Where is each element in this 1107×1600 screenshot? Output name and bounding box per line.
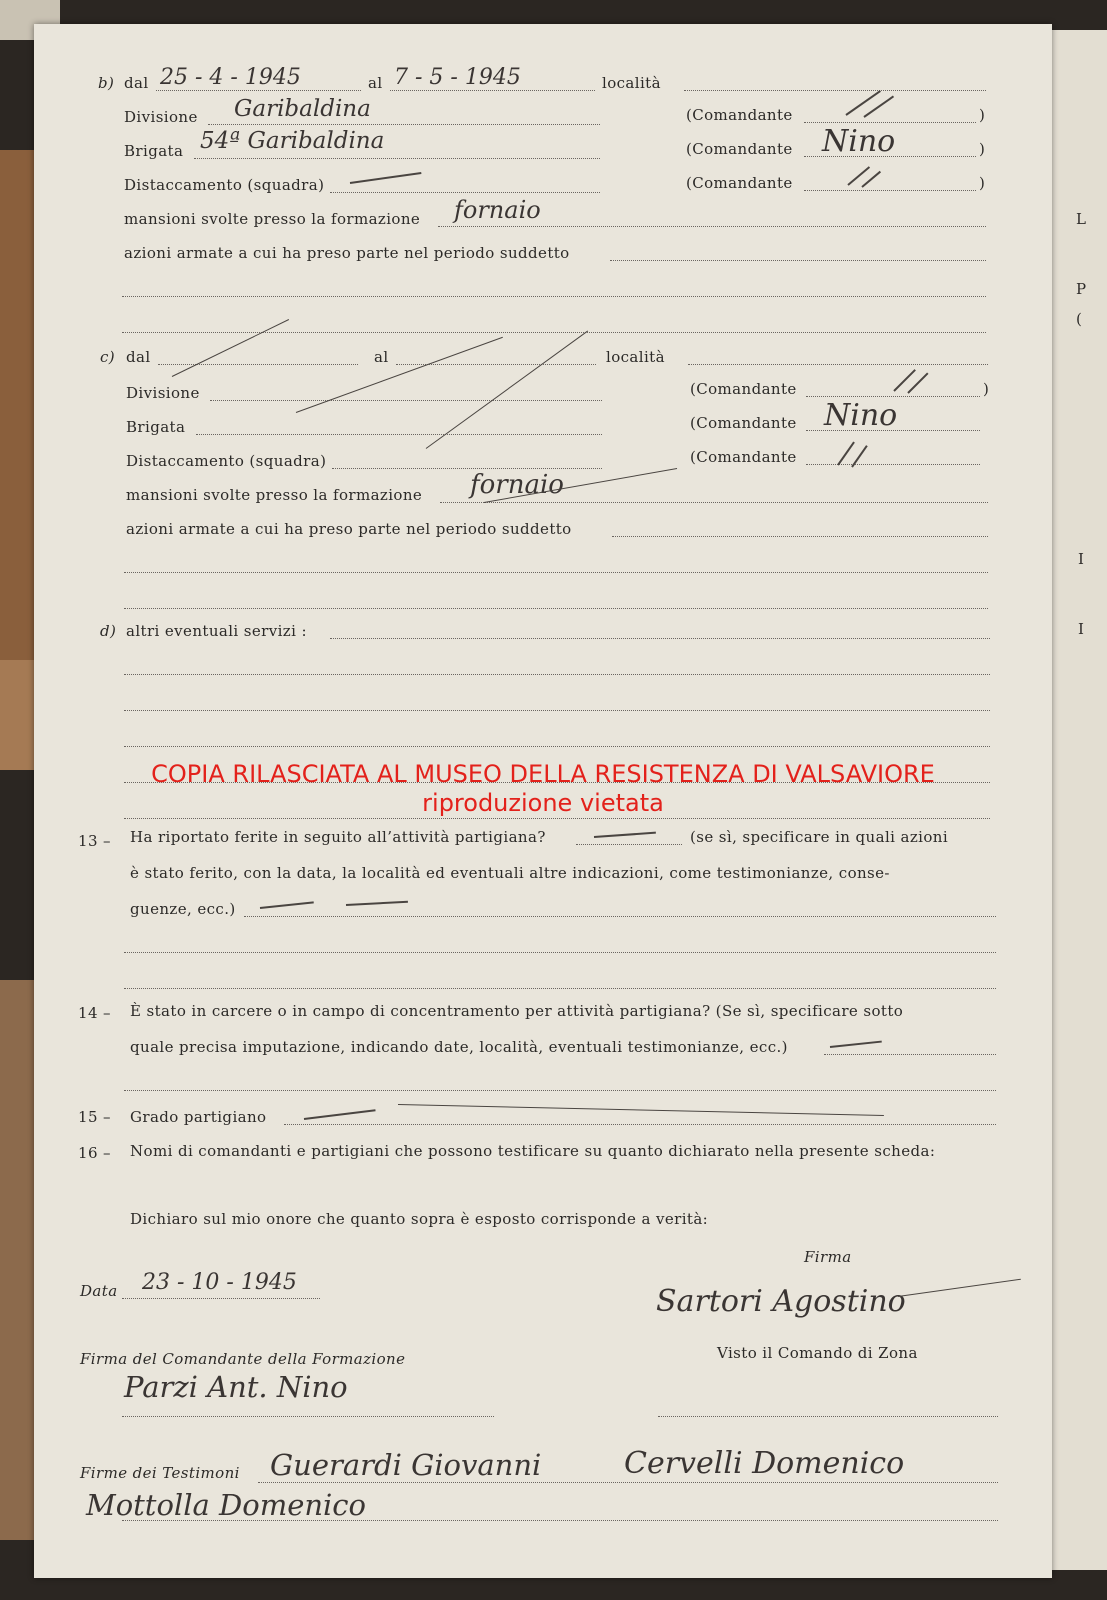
al-value: 7 - 5 - 1945 (394, 65, 521, 90)
question-number: 13 – (78, 832, 111, 850)
section-letter: d) (100, 622, 117, 640)
localita-label: località (602, 74, 661, 92)
mansioni-value: fornaio (454, 196, 541, 224)
binder-tab (0, 660, 34, 770)
al-label: al (374, 348, 389, 366)
mansioni-label: mansioni svolte presso la formazione (126, 486, 423, 504)
altri-servizi-label: altri eventuali servizi : (126, 622, 307, 640)
dash-mark (350, 172, 422, 184)
brigata-value: 54ª Garibaldina (200, 128, 385, 154)
dal-value: 25 - 4 - 1945 (160, 65, 301, 90)
dash-mark (346, 901, 408, 906)
grado-label: Grado partigiano (130, 1108, 267, 1126)
comandante-brigata-value: Nino (822, 124, 896, 159)
dash-mark (837, 441, 855, 465)
al-label: al (368, 74, 383, 92)
brigata-label: Brigata (124, 142, 184, 160)
question-text: quale precisa imputazione, indicando date, località, eventuali testimonianze, ecc.) (130, 1038, 788, 1056)
cancellation-stroke (172, 319, 289, 377)
comandante-label: (Comandante (690, 448, 797, 466)
dash-mark (260, 901, 314, 909)
question-text: Nomi di comandanti e partigiani che possono testificare su quanto dichiarato nella presente scheda: (130, 1142, 936, 1160)
dash-mark (304, 1109, 376, 1120)
azioni-label: azioni armate a cui ha preso parte nel periodo suddetto (126, 520, 572, 538)
document-page: b) dal 25 - 4 - 1945 al 7 - 5 - 1945 località Divisione Garibaldina (Comandante ) Brigata 54ª Garibaldina (Comandante Nino ) Distaccamento (squadra) (Comandante ) mansioni svolte presso la formazione fornaio azioni armate a cui ha preso parte nel periodo suddetto c) dal al località Divisione (Comandante ) Brigata (Comandante Nino Distaccamento (squadra) (Comandante mansioni svolte presso la formazione fornaio azioni armate a cui ha preso parte nel periodo suddetto d) altri eventuali servizi : COPIA RILASCIATA AL MUSEO DELLA RESISTENZA DI VALSAVIORE riproduzione vietata 13 – Ha riportato ferite in seguito all’attività partigiana? (se sì, specificare in quali azioni è stato ferito, con la data, la località ed eventuali altre indicazioni, come testimonianze, conse- guenze, ecc.) 14 – È stato in carcere o in campo di concentramento per attività partigiana? (Se sì, specificare sotto quale precisa imputazione, indicando date, località, eventuali testimonianze, ecc.) 15 – Grado partigiano 16 – Nomi di comandanti e partigiani che possono testificare su quanto dichiarato nella presente scheda: Dichiaro sul mio onore che quanto sopra è esposto corrisponde a verità: Firma Data 23 - 10 - 1945 Sartori Agostino Visto il Comando di Zona Firma del Comandante della Formazione Parzi Ant. Nino Firme dei Testimoni Guerardi Giovanni Cervelli Domenico Mottolla Domenico (34, 24, 1052, 1578)
testimone-signature: Guerardi Giovanni (270, 1448, 542, 1482)
dash-mark (845, 90, 881, 116)
testimone-signature: Cervelli Domenico (624, 1446, 905, 1481)
watermark-line-2: riproduzione vietata (422, 789, 664, 817)
firma-label: Firma (804, 1248, 852, 1266)
binder-tab (0, 150, 34, 670)
testimone-signature: Mottolla Domenico (86, 1488, 367, 1522)
divisione-value: Garibaldina (234, 96, 371, 122)
data-label: Data (80, 1282, 118, 1300)
firma-comandante-label: Firma del Comandante della Formazione (80, 1350, 406, 1368)
distaccamento-label: Distaccamento (squadra) (126, 452, 327, 470)
divisione-label: Divisione (126, 384, 200, 402)
firma-signature: Sartori Agostino (656, 1284, 906, 1319)
dash-mark (594, 832, 656, 838)
dash-mark (398, 1104, 884, 1116)
azioni-label: azioni armate a cui ha preso parte nel periodo suddetto (124, 244, 570, 262)
cancellation-stroke (296, 337, 503, 413)
binder-tab (0, 980, 34, 1540)
dash-mark (861, 171, 881, 188)
mansioni-label: mansioni svolte presso la formazione (124, 210, 421, 228)
question-text: È stato in carcere o in campo di concentramento per attività partigiana? (Se sì, specificare sotto (130, 1002, 904, 1020)
comandante-label: (Comandante (686, 140, 793, 158)
dash-mark (830, 1041, 882, 1048)
question-number: 16 – (78, 1144, 111, 1162)
mansioni-value: fornaio (470, 470, 564, 500)
adjacent-page-edge: L P ( I I (1052, 30, 1107, 1570)
section-letter: b) (98, 74, 115, 92)
question-number: 14 – (78, 1004, 111, 1022)
watermark-line-1: COPIA RILASCIATA AL MUSEO DELLA RESISTENZA DI VALSAVIORE (151, 760, 935, 788)
comandante-label: (Comandante (690, 380, 797, 398)
section-letter: c) (100, 348, 116, 366)
dal-label: dal (124, 74, 149, 92)
localita-label: località (606, 348, 665, 366)
divisione-label: Divisione (124, 108, 198, 126)
question-number: 15 – (78, 1108, 111, 1126)
comandante-label: (Comandante (686, 174, 793, 192)
brigata-label: Brigata (126, 418, 186, 436)
question-text: (se sì, specificare in quali azioni (690, 828, 949, 846)
question-text: Ha riportato ferite in seguito all’attività partigiana? (130, 828, 546, 846)
question-text: guenze, ecc.) (130, 900, 236, 918)
firma-comandante-signature: Parzi Ant. Nino (124, 1370, 348, 1404)
cancellation-stroke (426, 331, 588, 449)
visto-label: Visto il Comando di Zona (717, 1344, 918, 1362)
question-text: è stato ferito, con la data, la località ed eventuali altre indicazioni, come testimonianze, conse- (130, 864, 890, 882)
comandante-label: (Comandante (690, 414, 797, 432)
comandante-label: (Comandante (686, 106, 793, 124)
firme-testimoni-label: Firme dei Testimoni (80, 1464, 240, 1482)
distaccamento-label: Distaccamento (squadra) (124, 176, 325, 194)
declaration-text: Dichiaro sul mio onore che quanto sopra è esposto corrisponde a verità: (130, 1210, 709, 1228)
comandante-brigata-value: Nino (824, 398, 898, 433)
data-value: 23 - 10 - 1945 (142, 1270, 297, 1295)
signature-stroke (898, 1279, 1021, 1297)
dal-label: dal (126, 348, 151, 366)
